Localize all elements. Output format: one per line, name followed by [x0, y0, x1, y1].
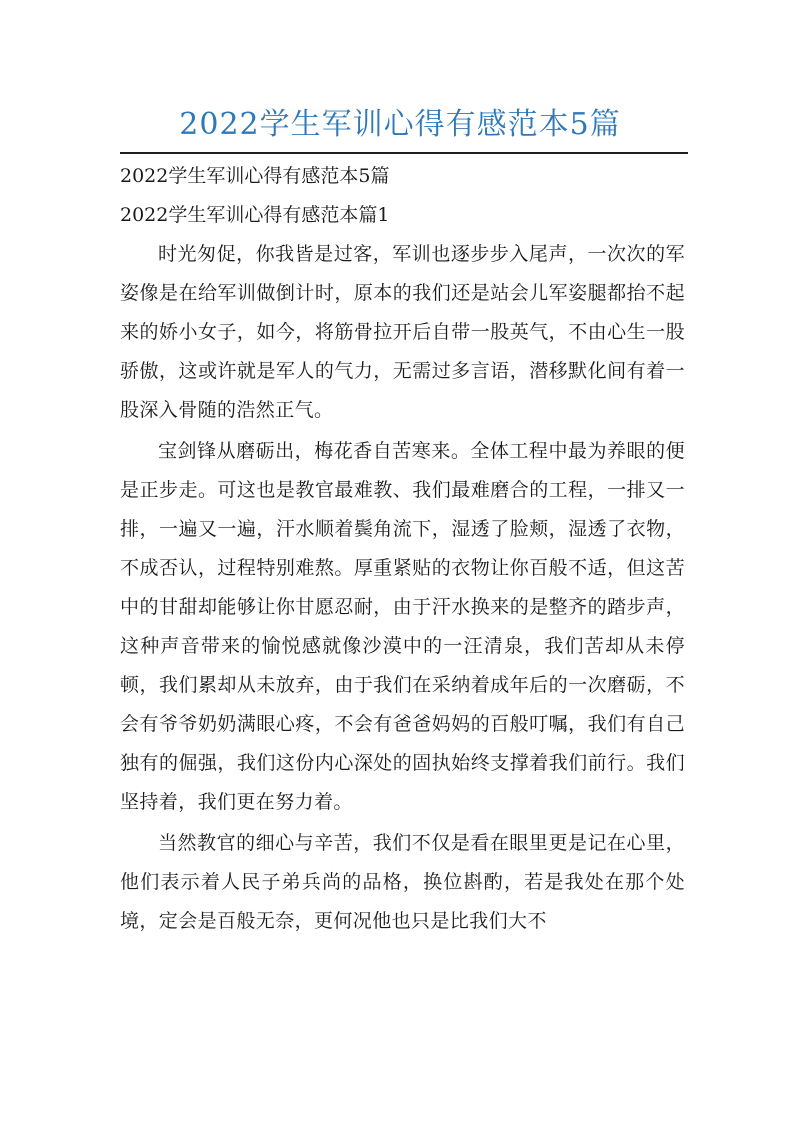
- subheading-article-1: 2022学生军训心得有感范本篇1: [120, 204, 390, 226]
- subheading-collection: 2022学生军训心得有感范本5篇: [120, 165, 390, 187]
- document-body: [120, 157, 685, 941]
- document-title: 2022学生军训心得有感范本5篇: [179, 107, 621, 142]
- paragraph-3: 当然教官的细心与辛苦，我们不仅是看在眼里更是记在心里，他们表示着人民子弟兵尚的品格，换位斟酌，若是我处在那个处境，定会是百般无奈，更何况他也只是比我们大不: [120, 832, 685, 932]
- paragraph-1: 时光匆促，你我皆是过客，军训也逐步步入尾声，一次次的军姿像是在给军训做倒计时，原本的我们还是站会儿军姿腿都抬不起来的娇小女子，如今，将筋骨拉开后自带一股英气，不由心生一股骄傲，这或许就是军人的气力，无需过多言语，潜移默化间有着一股深入骨随的浩然正气。: [120, 243, 685, 421]
- title-divider: [120, 152, 688, 154]
- paragraph-2: 宝剑锋从磨砺出，梅花香自苦寒来。全体工程中最为养眼的便是正步走。可这也是教官最难教、我们最难磨合的工程，一排又一排，一遍又一遍，汗水顺着鬓角流下，湿透了脸颊，湿透了衣物，不成否认，过程特别难熬。厚重紧贴的衣物让你百般不适，但这苦中的甘甜却能够让你甘愿忍耐，由于汗水换来的是整齐的踏步声，这种声音带来的愉悦感就像沙漠中的一汪清泉，我们苦却从未停顿，我们累却从未放弃，由于我们在采纳着成年后的一次磨砺，不会有爷爷奶奶满眼心疼，不会有爸爸妈妈的百般叮嘱，我们有自己独有的倔强，我们这份内心深处的固执始终支撑着我们前行。我们坚持着，我们更在努力着。: [120, 440, 685, 813]
